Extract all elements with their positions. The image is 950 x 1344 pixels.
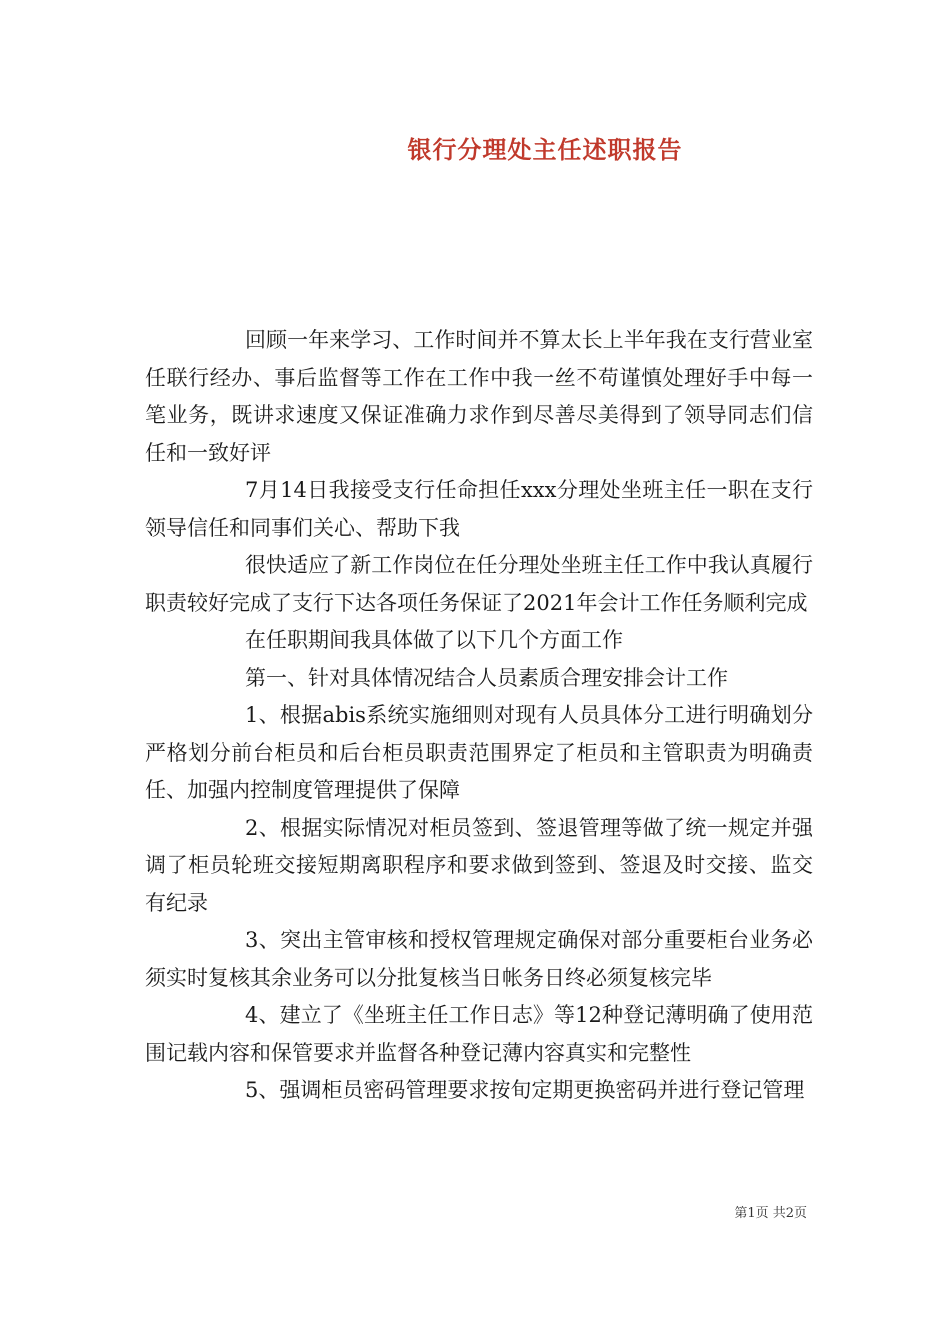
paragraph-item-1: 1、根据abis系统实施细则对现有人员具体分工进行明确划分严格划分前台柜员和后台柜员职责范围界定了柜员和主管职责为明确责任、加强内控制度管理提供了保障 xyxy=(145,703,813,802)
page-number-footer: 第1页 共2页 xyxy=(734,1206,807,1221)
paragraph-item-3: 3、突出主管审核和授权管理规定确保对部分重要柜台业务必须实时复核其余业务可以分批复核当日帐务日终必须复核完毕 xyxy=(145,928,813,990)
paragraph-appointment: 7月14日我接受支行任命担任xxx分理处坐班主任一职在支行领导信任和同事们关心、帮助下我 xyxy=(145,478,813,540)
paragraph-item-4: 4、建立了《坐班主任工作日志》等12种登记薄明确了使用范围记载内容和保管要求并监督各种登记薄内容真实和完整性 xyxy=(145,1003,813,1065)
paragraph-review: 回顾一年来学习、工作时间并不算太长上半年我在支行营业室任联行经办、事后监督等工作在工作中我一丝不苟谨慎处理好手中每一笔业务，既讲求速度又保证准确力求作到尽善尽美得到了领导同志们信任和一致好评 xyxy=(145,328,813,465)
document-body xyxy=(145,322,813,1110)
paragraph-adaptation: 很快适应了新工作岗位在任分理处坐班主任工作中我认真履行职责较好完成了支行下达各项任务保证了2021年会计工作任务顺利完成 xyxy=(145,553,813,615)
paragraph-intro-list: 在任职期间我具体做了以下几个方面工作 xyxy=(245,628,623,652)
paragraph-section-one: 第一、针对具体情况结合人员素质合理安排会计工作 xyxy=(245,665,728,690)
paragraph-item-2: 2、根据实际情况对柜员签到、签退管理等做了统一规定并强调了柜员轮班交接短期离职程序和要求做到签到、签退及时交接、监交有纪录 xyxy=(145,815,813,915)
paragraph-item-5: 5、强调柜员密码管理要求按旬定期更换密码并进行登记管理 xyxy=(245,1078,805,1102)
document-title: 银行分理处主任述职报告 xyxy=(407,135,683,164)
